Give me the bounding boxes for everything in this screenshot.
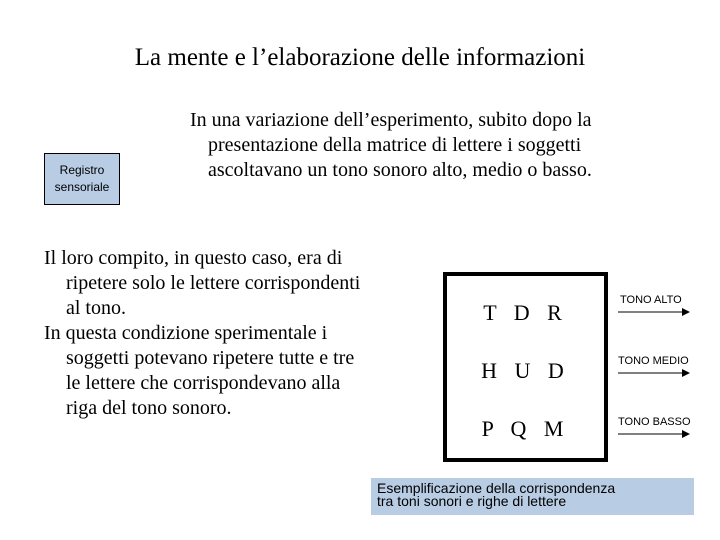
tone-high-label: TONO ALTO [620, 294, 682, 306]
body-paragraph [44, 246, 434, 421]
tone-medium [618, 355, 708, 367]
intro-line: In una variazione dell’esperimento, subito dopo la [190, 109, 592, 131]
badge-line-1: Registro [59, 163, 105, 177]
badge-line-2: sensoriale [54, 180, 110, 194]
tone-low [618, 416, 708, 428]
sensory-register-badge [44, 153, 120, 205]
intro-paragraph [190, 108, 690, 183]
body-line: le lettere che corrispondevano alla [66, 372, 341, 394]
tone-low-label: TONO BASSO [618, 416, 691, 428]
caption-box [371, 478, 694, 515]
letter-matrix [443, 272, 608, 462]
caption-line: tra toni sonori e righe di lettere [377, 493, 567, 509]
slide-title: La mente e l’elaborazione delle informazioni [134, 44, 586, 71]
intro-line: presentazione della matrice di lettere i soggetti [208, 134, 582, 156]
body-line: soggetti potevano ripetere tutte e tre [66, 347, 355, 369]
intro-line: ascoltavano un tono sonoro alto, medio o basso. [208, 159, 592, 181]
matrix-row-medium: H U D [481, 358, 570, 383]
caption-line: Esemplificazione della corrispondenza [377, 480, 616, 496]
arrow-right-icon [618, 367, 690, 379]
body-line: Il loro compito, in questo caso, era di [44, 247, 343, 269]
arrow-right-icon [618, 306, 690, 318]
tone-medium-label: TONO MEDIO [618, 355, 689, 367]
body-line: al tono. [66, 297, 126, 319]
arrow-right-icon [618, 428, 690, 440]
matrix-row-low: P Q M [481, 416, 570, 441]
body-line: riga del tono sonoro. [66, 397, 232, 419]
matrix-row-high: T D R [483, 300, 568, 325]
body-line: In questa condizione sperimentale i [44, 322, 328, 344]
body-line: ripetere solo le lettere corrispondenti [66, 272, 361, 294]
tone-high [618, 294, 708, 306]
